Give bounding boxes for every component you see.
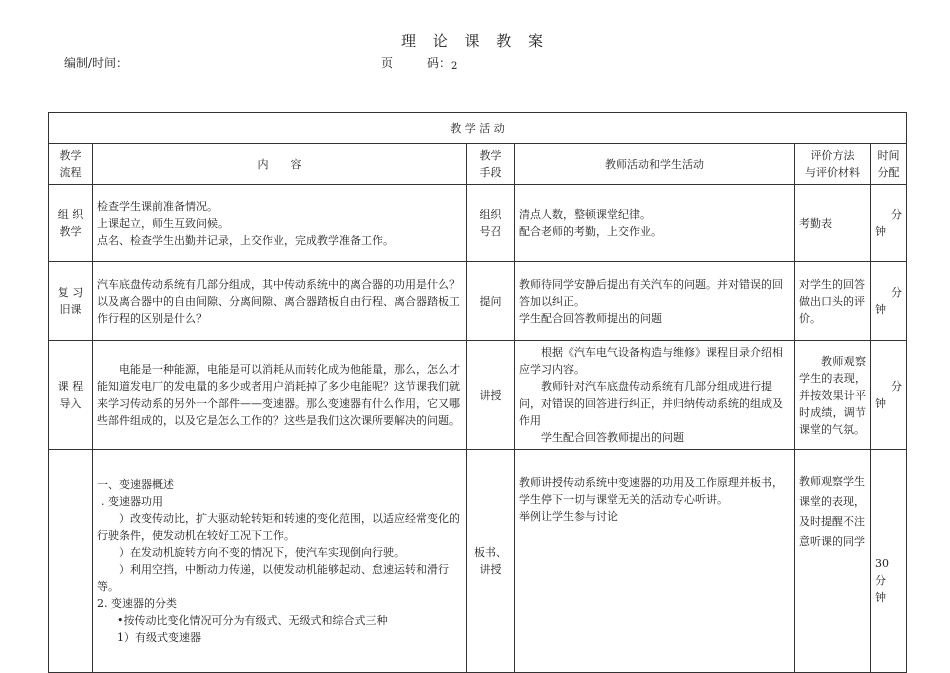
section-title: 教 学 活 动 <box>49 113 907 144</box>
activity-cell: 清点人数，整顿课堂纪律。 配合老师的考勤，上交作业。 <box>515 185 795 262</box>
evaluation-cell: 教师观察学生课堂的表现，及时提醒不注意听课的同学 <box>795 450 871 673</box>
evaluation-cell: 对学生的回答做出口头的评价。 <box>795 262 871 341</box>
col-method-header: 教学 手段 <box>467 144 515 185</box>
time-cell: 分 钟 <box>871 262 907 341</box>
method-cell: 组织 号召 <box>467 185 515 262</box>
col-time-header: 时间 分配 <box>871 144 907 185</box>
flow-cell: 复 习 旧课 <box>49 262 93 341</box>
content-cell: 电能是一种能源，电能是可以消耗从而转化成为他能量，那么，怎么才能知道发电厂的发电量的多少或者用户消耗掉了多少电能呢？这节课我们就来学习传动系的另外一个部件——变速器。那么变速器有什么作用，它又哪些部件组成的，以及它是怎么工作的？这些是我们这次课所要解决的问题。 <box>93 341 467 450</box>
evaluation-cell: 考勤表 <box>795 185 871 262</box>
page-code-field <box>381 54 457 71</box>
col-evaluation-header: 评价方法 与评价材料 <box>795 144 871 185</box>
activity-cell: 根据《汽车电气设备构造与维修》课程目录介绍相应学习内容。 教师针对汽车底盘传动系统有几部分组成进行提问，对错误的回答进行纠正，并归纳传动系统的组成及作用 学生配合回答教师提出的问题 <box>515 341 795 450</box>
page-code-label: 码： <box>427 56 452 70</box>
document-title: 理 论 课 教 案 <box>400 32 550 50</box>
flow-cell: 组 织 教学 <box>49 185 93 262</box>
method-cell: 板书、 讲授 <box>467 450 515 673</box>
method-cell: 讲授 <box>467 341 515 450</box>
time-cell: 分 钟 <box>871 341 907 450</box>
table-row <box>49 262 907 341</box>
content-cell: 检查学生课前准备情况。 上课起立，师生互致问候。 点名、检查学生出勤并记录，上交作业，完成教学准备工作。 <box>93 185 467 262</box>
activity-cell: 教师讲授传动系统中变速器的功用及工作原理并板书，学生停下一切与课堂无关的活动专心听讲。 举例让学生参与讨论 <box>515 450 795 673</box>
table-row <box>49 341 907 450</box>
method-cell: 提问 <box>467 262 515 341</box>
flow-cell <box>49 450 93 673</box>
col-flow-header: 教学 流程 <box>49 144 93 185</box>
page-label: 页 <box>381 56 394 70</box>
time-cell: 30 分 钟 <box>871 450 907 673</box>
content-cell: 汽车底盘传动系统有几部分组成，其中传动系统中的离合器的功用是什么？以及离合器中的自由间隙、分离间隙、离合器踏板自由行程、离合器踏板工作行程的区别是什么？ <box>93 262 467 341</box>
compile-time-label: 编制/时间： <box>64 56 129 70</box>
time-cell: 分 钟 <box>871 185 907 262</box>
table-row <box>49 185 907 262</box>
content-cell: 一、变速器概述 . 变速器功用 ）改变传动比，扩大驱动轮转矩和转速的变化范围，以适应经常变化的行驶条件，使发动机在较好工况下工作。 ）在发动机旋转方向不变的情况下，使汽车实现倒向行驶。 ）利用空挡，中断动力传递，以使发动机能够起动、怠速运转和滑行等。 2. 变速器的分类 •按传动比变化情况可分为有级式、无级式和综合式三种 1）有级式变速器 <box>93 450 467 673</box>
table-row <box>49 450 907 673</box>
flow-cell: 课 程 导入 <box>49 341 93 450</box>
activity-cell: 教师待同学安静后提出有关汽车的问题。并对错误的回答加以纠正。 学生配合回答教师提出的问题 <box>515 262 795 341</box>
header-row <box>49 144 907 185</box>
teaching-activity-table <box>48 112 907 673</box>
col-activity-header: 教师活动和学生活动 <box>515 144 795 185</box>
page-number: 2 <box>451 61 458 72</box>
col-content-header: 内 容 <box>93 144 467 185</box>
evaluation-cell: 教师观察学生的表现，并按效果计平时成绩，调节课堂的气氛。 <box>795 341 871 450</box>
